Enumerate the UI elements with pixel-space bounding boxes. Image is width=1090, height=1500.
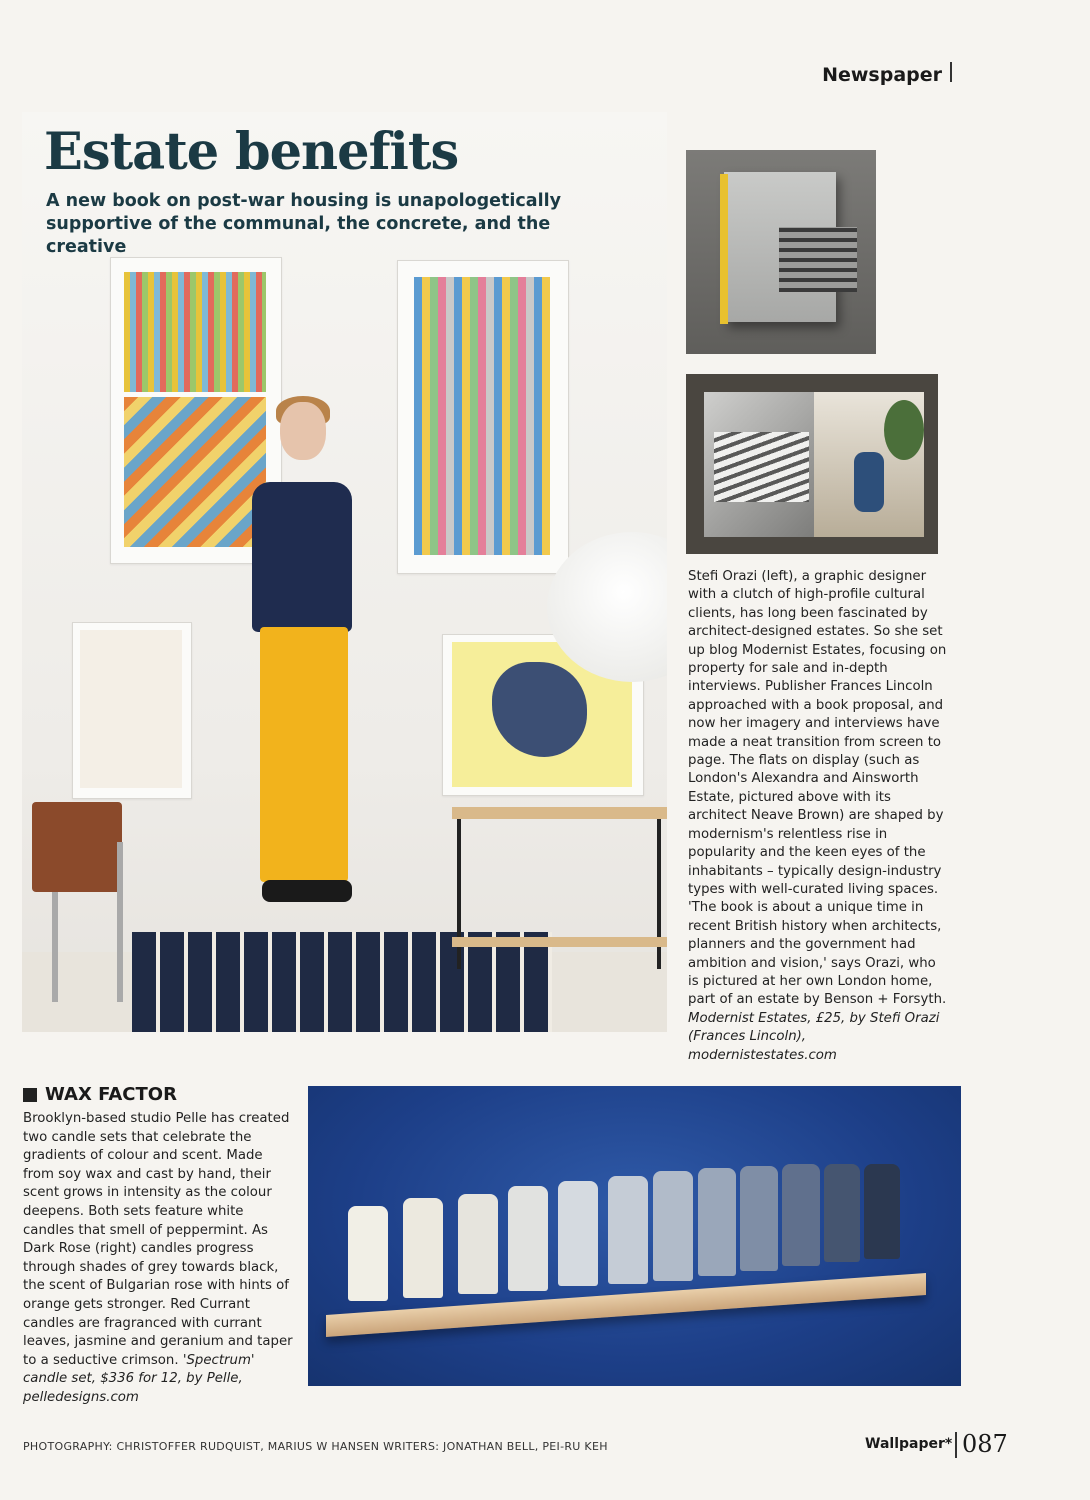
wax-credit: 'Spectrum' candle set, $336 for 12, by Pelle, pelledesigns.com [23,1352,255,1405]
section-label: Newspaper [822,64,942,86]
square-bullet-icon [23,1088,37,1102]
wax-heading [23,1084,177,1105]
book-cover-photo [686,150,876,354]
section-divider [950,62,952,82]
article-credit: Modernist Estates, £25, by Stefi Orazi (Frances Lincoln), modernistestates.com [688,1010,940,1063]
photo-writer-credits: PHOTOGRAPHY: CHRISTOFFER RUDQUIST, MARIUS W HANSEN WRITERS: JONATHAN BELL, PEI-RU KEH [23,1440,608,1453]
magazine-brand: Wallpaper* [865,1436,953,1452]
book-spread-photo [686,374,938,554]
standfirst: A new book on post-war housing is unapologetically supportive of the communal, the concrete, and the creative [46,191,561,257]
headline: Estate benefits [44,122,459,182]
article-body-text: Stefi Orazi (left), a graphic designer with a clutch of high-profile cultural clients, has long been fascinated by architect-designed estates. So she set up blog Modernist Estates, focusing on property for sale and in-depth interviews. Publisher Frances Lincoln approached with a book proposal, and now her imagery and interviews have made a neat transition from screen to page. The flats on display (such as London's Alexandra and Ainsworth Estate, pictured above with its architect Neave Brown) are shaped by modernism's relentless rise in popularity and the keen eyes of the inhabitants – typically design-industry types with well-curated living spaces. 'The book is about a unique time in recent British history when architects, planners and the government had ambition and vision,' says Orazi, who is pictured at her own London home, part of an estate by Benson + Forsyth. [688,569,947,1008]
page-number: 087 [962,1430,1008,1458]
wax-body [23,1110,293,1408]
wax-body-text: Brooklyn-based studio Pelle has created two candle sets that celebrate the gradients of colour and scent. Made from soy wax and cast by hand, their scent grows in intensity as the colour deepens. Both sets feature white candles that smell of peppermint. As Dark Rose (right) candles progress through shades of grey towards black, the scent of Bulgarian rose with hints of orange gets stronger. Red Currant candles are fragranced with currant leaves, jasmine and geranium and taper to a seductive crimson. [23,1111,293,1368]
wax-heading-text: WAX FACTOR [45,1084,177,1105]
candle-photo [308,1086,961,1386]
article-body [688,568,950,1065]
footer-divider [955,1432,957,1458]
